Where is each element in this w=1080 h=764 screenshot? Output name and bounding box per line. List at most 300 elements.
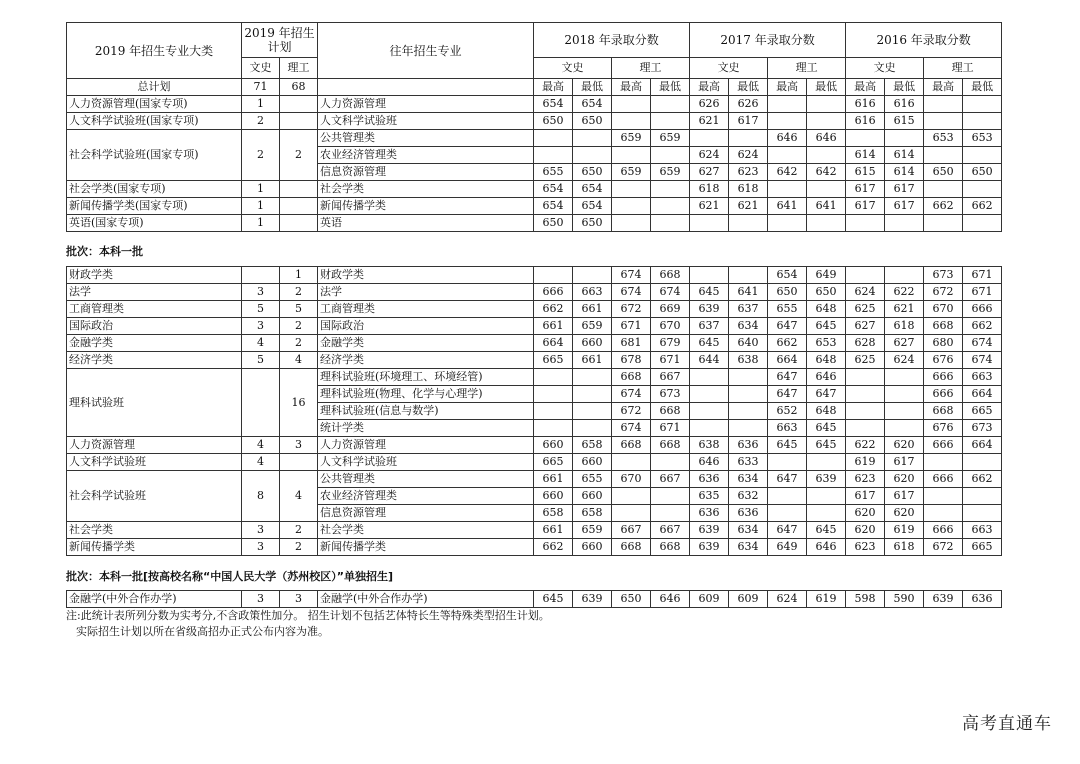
- score-cell: 666: [924, 471, 963, 488]
- major-cell: 法学: [318, 284, 534, 301]
- score-cell: [690, 420, 729, 437]
- score-cell: 659: [612, 164, 651, 181]
- header-2017: 2017 年录取分数: [690, 23, 846, 58]
- plan-wen-cell: 8: [242, 471, 280, 522]
- score-cell: 672: [612, 403, 651, 420]
- table-row: [67, 352, 1002, 369]
- score-cell: 654: [768, 267, 807, 284]
- plan-wen-cell: 4: [242, 437, 280, 454]
- batch-label-1: 批次：本科一批: [66, 245, 143, 258]
- score-cell: 671: [963, 267, 1002, 284]
- score-cell: 666: [924, 522, 963, 539]
- score-cell: [885, 215, 924, 232]
- score-cell: 671: [651, 420, 690, 437]
- score-cell: [885, 369, 924, 386]
- category-cell: 社会学类(国家专项): [67, 181, 242, 198]
- major-cell: 人文科学试验班: [318, 454, 534, 471]
- score-cell: 660: [573, 335, 612, 352]
- major-cell: 人力资源管理: [318, 96, 534, 113]
- score-cell: [729, 420, 768, 437]
- score-cell: 653: [807, 335, 846, 352]
- score-cell: [846, 420, 885, 437]
- score-cell: [534, 267, 573, 284]
- plan-wen-cell: 1: [242, 96, 280, 113]
- score-cell: 673: [924, 267, 963, 284]
- score-cell: 660: [573, 488, 612, 505]
- score-cell: 668: [924, 403, 963, 420]
- header-plan-2019: 2019 年招生 计划: [242, 23, 318, 58]
- score-cell: 615: [885, 113, 924, 130]
- score-cell: [924, 505, 963, 522]
- score-cell: 633: [729, 454, 768, 471]
- plan-li-cell: 2: [280, 130, 318, 181]
- score-cell: 639: [690, 301, 729, 318]
- score-cell: 653: [963, 130, 1002, 147]
- score-cell: 662: [534, 301, 573, 318]
- plan-li-cell: 2: [280, 318, 318, 335]
- score-cell: [885, 130, 924, 147]
- score-cell: 670: [924, 301, 963, 318]
- score-cell: [612, 454, 651, 471]
- header-max: 最高: [612, 79, 651, 96]
- score-cell: 642: [768, 164, 807, 181]
- score-cell: [612, 215, 651, 232]
- category-cell: 新闻传播学类(国家专项): [67, 198, 242, 215]
- score-cell: 647: [768, 369, 807, 386]
- plan-wen-cell: 1: [242, 198, 280, 215]
- table-row: [67, 284, 1002, 301]
- plan-wen-cell: 4: [242, 454, 280, 471]
- score-cell: 616: [885, 96, 924, 113]
- score-cell: [534, 147, 573, 164]
- plan-li-cell: [280, 454, 318, 471]
- score-cell: 663: [573, 284, 612, 301]
- table-row: [67, 437, 1002, 454]
- score-cell: 668: [651, 403, 690, 420]
- score-cell: [963, 181, 1002, 198]
- score-cell: 624: [768, 591, 807, 608]
- header-min: 最低: [573, 79, 612, 96]
- score-cell: [612, 113, 651, 130]
- score-cell: [651, 488, 690, 505]
- score-cell: 667: [612, 522, 651, 539]
- plan-wen-cell: 2: [242, 130, 280, 181]
- score-cell: [729, 386, 768, 403]
- note-line-1: 注:此统计表所列分数为实考分,不含政策性加分。 招生计划不包括艺体特长生等特殊类型招生计划。: [66, 609, 550, 622]
- category-cell: 国际政治: [67, 318, 242, 335]
- score-cell: 634: [729, 522, 768, 539]
- score-cell: [690, 130, 729, 147]
- score-cell: 659: [573, 522, 612, 539]
- score-cell: 646: [690, 454, 729, 471]
- score-cell: 626: [729, 96, 768, 113]
- score-cell: 636: [690, 471, 729, 488]
- header-2017-wen: 文史: [690, 58, 768, 79]
- major-cell: 新闻传播学类: [318, 539, 534, 556]
- major-cell: 英语: [318, 215, 534, 232]
- score-cell: 660: [573, 454, 612, 471]
- score-table-batch1: [66, 266, 1002, 556]
- score-cell: [807, 215, 846, 232]
- score-cell: 646: [807, 130, 846, 147]
- score-cell: 645: [807, 437, 846, 454]
- score-cell: [885, 267, 924, 284]
- major-cell: 工商管理类: [318, 301, 534, 318]
- score-cell: 640: [729, 335, 768, 352]
- score-cell: 678: [612, 352, 651, 369]
- score-cell: 660: [534, 437, 573, 454]
- score-cell: 617: [885, 488, 924, 505]
- score-cell: 661: [534, 471, 573, 488]
- score-cell: 671: [651, 352, 690, 369]
- score-cell: [573, 369, 612, 386]
- plan-wen-cell: 3: [242, 284, 280, 301]
- score-cell: 661: [534, 522, 573, 539]
- header-wen: 文史: [242, 58, 280, 79]
- score-cell: [573, 403, 612, 420]
- score-cell: [573, 420, 612, 437]
- score-cell: 655: [573, 471, 612, 488]
- score-cell: 618: [729, 181, 768, 198]
- score-cell: [612, 198, 651, 215]
- table-row: [67, 130, 1002, 147]
- score-cell: 668: [651, 267, 690, 284]
- score-cell: 632: [729, 488, 768, 505]
- plan-wen-cell: 3: [242, 591, 280, 608]
- score-cell: 617: [846, 198, 885, 215]
- score-cell: 664: [963, 386, 1002, 403]
- header-2018-li: 理工: [612, 58, 690, 79]
- score-cell: 653: [924, 130, 963, 147]
- score-cell: 652: [768, 403, 807, 420]
- score-cell: 673: [963, 420, 1002, 437]
- score-cell: 666: [963, 301, 1002, 318]
- score-cell: 665: [963, 403, 1002, 420]
- table-row: [67, 181, 1002, 198]
- header-max: 最高: [846, 79, 885, 96]
- score-cell: 627: [885, 335, 924, 352]
- score-cell: 674: [612, 284, 651, 301]
- score-cell: 663: [768, 420, 807, 437]
- category-cell: 社会学类: [67, 522, 242, 539]
- table-row: [67, 539, 1002, 556]
- score-cell: [846, 215, 885, 232]
- score-cell: 650: [573, 164, 612, 181]
- score-cell: 667: [651, 471, 690, 488]
- table-row: [67, 267, 1002, 284]
- score-cell: [963, 113, 1002, 130]
- table-row: [67, 215, 1002, 232]
- score-cell: 664: [768, 352, 807, 369]
- score-cell: 614: [885, 147, 924, 164]
- major-cell: 社会学类: [318, 181, 534, 198]
- score-cell: 649: [768, 539, 807, 556]
- score-cell: 645: [690, 284, 729, 301]
- score-cell: 672: [924, 539, 963, 556]
- score-cell: 674: [651, 284, 690, 301]
- score-cell: 654: [573, 181, 612, 198]
- score-cell: [924, 215, 963, 232]
- score-cell: 667: [651, 369, 690, 386]
- major-cell: 公共管理类: [318, 471, 534, 488]
- score-cell: 648: [807, 403, 846, 420]
- score-cell: [651, 181, 690, 198]
- score-cell: 625: [846, 352, 885, 369]
- score-cell: 668: [612, 539, 651, 556]
- header-max: 最高: [690, 79, 729, 96]
- score-cell: [690, 215, 729, 232]
- score-cell: 673: [651, 386, 690, 403]
- header-li: 理工: [280, 58, 318, 79]
- score-cell: 623: [729, 164, 768, 181]
- score-cell: 624: [885, 352, 924, 369]
- score-cell: [651, 96, 690, 113]
- table-row: [67, 96, 1002, 113]
- score-cell: 650: [768, 284, 807, 301]
- score-cell: 624: [846, 284, 885, 301]
- score-cell: 648: [807, 301, 846, 318]
- score-cell: 660: [573, 539, 612, 556]
- major-cell: 信息资源管理: [318, 505, 534, 522]
- category-cell: 人力资源管理(国家专项): [67, 96, 242, 113]
- score-cell: 670: [612, 471, 651, 488]
- score-cell: [924, 488, 963, 505]
- score-cell: 654: [534, 198, 573, 215]
- plan-wen-cell: 3: [242, 522, 280, 539]
- score-cell: 617: [885, 198, 924, 215]
- score-cell: 619: [807, 591, 846, 608]
- score-cell: 650: [612, 591, 651, 608]
- major-cell: 社会学类: [318, 522, 534, 539]
- score-cell: 622: [885, 284, 924, 301]
- score-cell: 658: [534, 505, 573, 522]
- score-cell: 663: [963, 522, 1002, 539]
- table-row: [67, 113, 1002, 130]
- score-cell: 662: [768, 335, 807, 352]
- major-cell: 新闻传播学类: [318, 198, 534, 215]
- category-cell: 人文科学试验班(国家专项): [67, 113, 242, 130]
- score-cell: [807, 96, 846, 113]
- score-cell: 671: [963, 284, 1002, 301]
- score-cell: [885, 420, 924, 437]
- score-cell: [807, 505, 846, 522]
- plan-li-cell: [280, 198, 318, 215]
- section-national-special: [67, 96, 1002, 232]
- header-2018: 2018 年录取分数: [534, 23, 690, 58]
- plan-wen-cell: 1: [242, 181, 280, 198]
- plan-wen-cell: 1: [242, 215, 280, 232]
- score-cell: 636: [729, 437, 768, 454]
- header-min: 最低: [807, 79, 846, 96]
- score-cell: 623: [846, 539, 885, 556]
- score-cell: 668: [651, 437, 690, 454]
- plan-li-cell: 16: [280, 369, 318, 437]
- score-cell: 647: [768, 386, 807, 403]
- score-cell: 639: [690, 522, 729, 539]
- score-cell: 618: [885, 539, 924, 556]
- category-cell: 人力资源管理: [67, 437, 242, 454]
- score-cell: 674: [963, 352, 1002, 369]
- major-cell: 国际政治: [318, 318, 534, 335]
- score-cell: [534, 420, 573, 437]
- score-cell: 639: [690, 539, 729, 556]
- score-cell: 621: [885, 301, 924, 318]
- score-cell: 671: [612, 318, 651, 335]
- score-cell: [768, 215, 807, 232]
- table-row: [67, 198, 1002, 215]
- major-cell: 信息资源管理: [318, 164, 534, 181]
- score-cell: 667: [651, 522, 690, 539]
- plan-li-cell: [280, 113, 318, 130]
- category-cell: 理科试验班: [67, 369, 242, 437]
- score-cell: 666: [924, 369, 963, 386]
- score-cell: [924, 96, 963, 113]
- major-cell: 人文科学试验班: [318, 113, 534, 130]
- score-cell: 618: [885, 318, 924, 335]
- table-row: [67, 335, 1002, 352]
- plan-li-cell: 1: [280, 267, 318, 284]
- score-cell: 668: [612, 369, 651, 386]
- score-cell: 654: [534, 96, 573, 113]
- table-row: [67, 369, 1002, 386]
- score-cell: [651, 215, 690, 232]
- score-cell: 646: [768, 130, 807, 147]
- score-cell: 658: [573, 437, 612, 454]
- major-cell: 统计学类: [318, 420, 534, 437]
- total-plan-label: 总计划: [67, 79, 242, 96]
- header-category: 2019 年招生专业大类: [67, 23, 242, 79]
- score-cell: 641: [729, 284, 768, 301]
- score-cell: [846, 386, 885, 403]
- header-min: 最低: [651, 79, 690, 96]
- score-cell: [690, 369, 729, 386]
- score-cell: 646: [807, 369, 846, 386]
- score-cell: 647: [768, 522, 807, 539]
- score-cell: 680: [924, 335, 963, 352]
- score-cell: [651, 147, 690, 164]
- score-cell: [729, 215, 768, 232]
- score-cell: 637: [690, 318, 729, 335]
- score-cell: 661: [534, 318, 573, 335]
- score-cell: [729, 267, 768, 284]
- score-cell: 617: [885, 454, 924, 471]
- score-cell: 668: [924, 318, 963, 335]
- score-cell: 619: [885, 522, 924, 539]
- score-cell: 664: [534, 335, 573, 352]
- score-cell: [924, 147, 963, 164]
- header-min: 最低: [729, 79, 768, 96]
- score-cell: [963, 96, 1002, 113]
- header-2016: 2016 年录取分数: [846, 23, 1002, 58]
- score-cell: 647: [768, 318, 807, 335]
- score-cell: 650: [924, 164, 963, 181]
- plan-li-cell: 4: [280, 471, 318, 522]
- header-prev-major: 往年招生专业: [318, 23, 534, 79]
- score-cell: 622: [846, 437, 885, 454]
- score-cell: 641: [807, 198, 846, 215]
- score-cell: 636: [963, 591, 1002, 608]
- score-cell: 650: [807, 284, 846, 301]
- score-cell: 662: [963, 198, 1002, 215]
- score-cell: [690, 267, 729, 284]
- score-cell: [963, 454, 1002, 471]
- plan-wen-cell: 5: [242, 352, 280, 369]
- category-cell: 英语(国家专项): [67, 215, 242, 232]
- score-cell: 646: [807, 539, 846, 556]
- score-cell: 609: [690, 591, 729, 608]
- header-min: 最低: [885, 79, 924, 96]
- score-cell: 616: [846, 96, 885, 113]
- score-cell: 638: [690, 437, 729, 454]
- score-cell: [612, 96, 651, 113]
- score-cell: [651, 505, 690, 522]
- score-table-main: [66, 22, 1002, 232]
- header-max: 最高: [924, 79, 963, 96]
- score-cell: 645: [807, 522, 846, 539]
- major-cell: 理科试验班(物理、化学与心理学): [318, 386, 534, 403]
- score-cell: 627: [846, 318, 885, 335]
- score-cell: [690, 403, 729, 420]
- header-max: 最高: [534, 79, 573, 96]
- score-cell: 636: [729, 505, 768, 522]
- plan-li-cell: 2: [280, 539, 318, 556]
- score-cell: 647: [807, 386, 846, 403]
- section-suzhou: [67, 591, 1002, 608]
- header-2016-li: 理工: [924, 58, 1002, 79]
- major-cell: 农业经济管理类: [318, 147, 534, 164]
- score-cell: 655: [768, 301, 807, 318]
- score-cell: 617: [729, 113, 768, 130]
- score-cell: [612, 181, 651, 198]
- plan-li-cell: [280, 96, 318, 113]
- score-cell: [534, 386, 573, 403]
- score-cell: [768, 454, 807, 471]
- score-cell: 676: [924, 420, 963, 437]
- score-cell: [963, 147, 1002, 164]
- table-row: [67, 471, 1002, 488]
- score-cell: [807, 147, 846, 164]
- score-cell: 623: [846, 471, 885, 488]
- plan-wen-cell: 3: [242, 539, 280, 556]
- score-cell: 598: [846, 591, 885, 608]
- score-cell: 668: [612, 437, 651, 454]
- plan-li-cell: 4: [280, 352, 318, 369]
- score-cell: 624: [729, 147, 768, 164]
- score-cell: 617: [846, 488, 885, 505]
- score-cell: [573, 147, 612, 164]
- score-cell: 609: [729, 591, 768, 608]
- score-cell: 672: [612, 301, 651, 318]
- watermark: 高考直通车: [962, 714, 1052, 734]
- score-cell: [885, 386, 924, 403]
- score-cell: [768, 113, 807, 130]
- score-cell: 663: [963, 369, 1002, 386]
- score-cell: 645: [807, 420, 846, 437]
- score-cell: 658: [573, 505, 612, 522]
- empty-cell: [318, 79, 534, 96]
- score-cell: [534, 369, 573, 386]
- score-cell: 681: [612, 335, 651, 352]
- score-cell: 634: [729, 471, 768, 488]
- note-line-2: 实际招生计划以所在省级高招办正式公布内容为准。: [76, 625, 329, 638]
- score-cell: 679: [651, 335, 690, 352]
- plan-li-cell: [280, 181, 318, 198]
- plan-wen-cell: [242, 369, 280, 437]
- score-cell: [729, 403, 768, 420]
- score-cell: [924, 113, 963, 130]
- score-cell: 590: [885, 591, 924, 608]
- score-cell: 617: [846, 181, 885, 198]
